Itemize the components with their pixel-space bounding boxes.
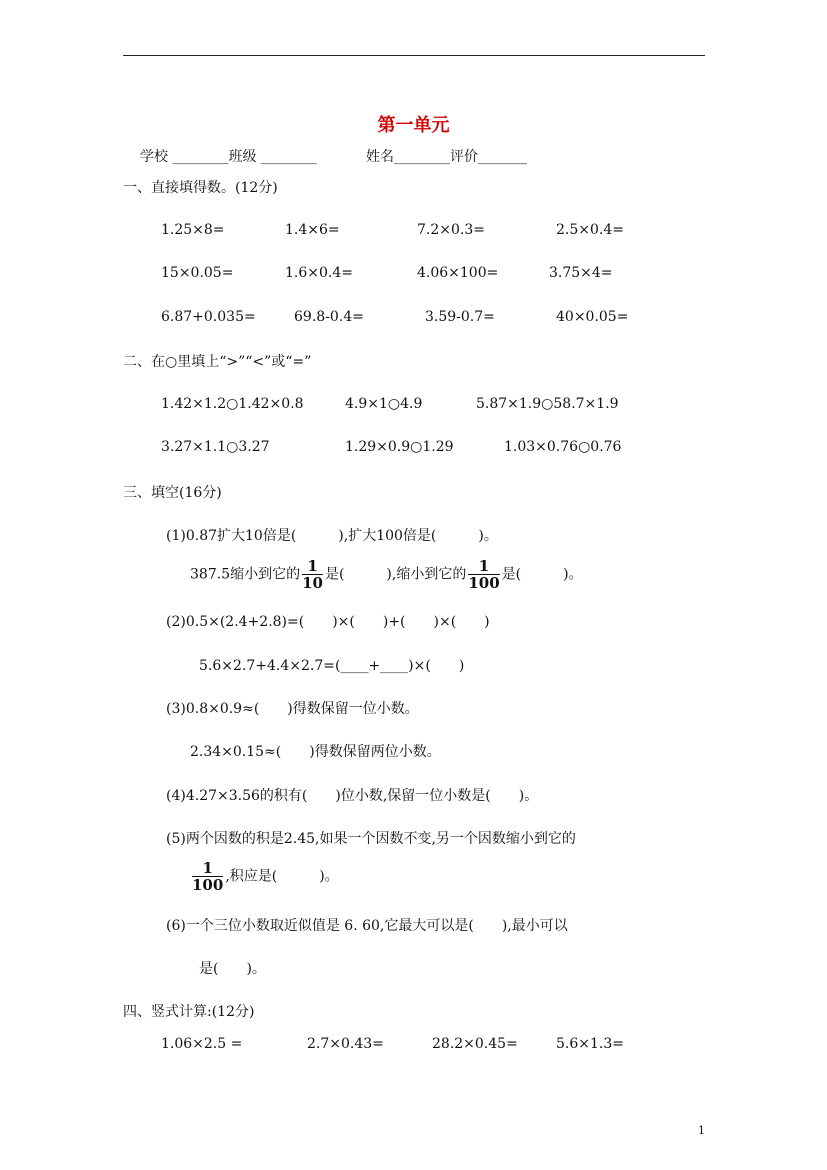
q2-line-b: 5.6×2.7+4.4×2.7=(____+____)×( )	[199, 658, 465, 674]
s1-item: 3.59-0.7=	[425, 309, 495, 325]
s2-item: 1.42×1.2○1.42×0.8	[161, 396, 304, 412]
s4-item: 5.6×1.3=	[556, 1036, 624, 1052]
s2-item: 4.9×1○4.9	[345, 396, 423, 412]
section-3-heading: 三、填空(16分)	[123, 485, 222, 501]
s1-item: 1.4×6=	[285, 222, 340, 238]
s1-item: 40×0.05=	[556, 309, 629, 325]
q5-line-a: (5)两个因数的积是2.45,如果一个因数不变,另一个因数缩小到它的	[166, 831, 576, 847]
s2-item: 5.87×1.9○58.7×1.9	[476, 396, 619, 412]
q4-line: (4)4.27×3.56的积有( )位小数,保留一位小数是( )。	[166, 788, 539, 804]
s1-item: 3.75×4=	[549, 265, 613, 281]
page-number: 1	[698, 1124, 705, 1137]
header-rule	[123, 55, 705, 56]
q5-line-b	[190, 860, 339, 893]
s1-item: 69.8-0.4=	[294, 309, 364, 325]
s1-item: 4.06×100=	[417, 265, 499, 281]
q6-line-a: (6)一个三位小数取近似值是 6. 60,它最大可以是( ),最小可以	[166, 918, 568, 934]
section-4-heading: 四、竖式计算:(12分)	[123, 1004, 255, 1020]
q5-text: ,积应是( )。	[225, 868, 339, 885]
info-name-grade: 姓名________评价_______	[366, 149, 527, 165]
s1-item: 1.6×0.4=	[285, 265, 353, 281]
q1-line-a: (1)0.87扩大10倍是( ),扩大100倍是( )。	[166, 528, 498, 544]
s4-item: 2.7×0.43=	[307, 1036, 384, 1052]
fraction-1-100: $\frac{1}{100}$	[468, 557, 500, 592]
fraction-1-100: $\frac{1}{100}$	[192, 859, 224, 894]
q6-line-b: 是( )。	[199, 961, 266, 977]
q1-text-2: 是( ),缩小到它的	[324, 566, 467, 583]
section-2-heading: 二、在○里填上“>”“<”或“=”	[123, 354, 312, 370]
s2-item: 3.27×1.1○3.27	[161, 439, 270, 455]
s1-item: 1.25×8=	[161, 222, 225, 238]
s1-item: 2.5×0.4=	[556, 222, 624, 238]
q3-line-a: (3)0.8×0.9≈( )得数保留一位小数。	[166, 701, 419, 717]
s4-item: 28.2×0.45=	[432, 1036, 518, 1052]
s1-item: 6.87+0.035=	[161, 309, 256, 325]
s2-item: 1.29×0.9○1.29	[345, 439, 454, 455]
fraction-1-10: $\frac{1}{10}$	[302, 557, 323, 592]
info-school-class: 学校 ________班级 ________	[140, 149, 317, 165]
q3-line-b: 2.34×0.15≈( )得数保留两位小数。	[190, 744, 441, 760]
s2-item: 1.03×0.76○0.76	[504, 439, 622, 455]
q1-line-b	[190, 558, 583, 591]
q1-text-3: 是( )。	[501, 566, 583, 583]
page-title: 第一单元	[377, 115, 450, 136]
q2-line-a: (2)0.5×(2.4+2.8)=( )×( )+( )×( )	[166, 614, 490, 630]
s4-item: 1.06×2.5 =	[161, 1036, 243, 1052]
s1-item: 15×0.05=	[161, 265, 234, 281]
section-1-heading: 一、直接填得数。(12分)	[123, 180, 278, 196]
q1-text-1: 387.5缩小到它的	[190, 566, 301, 583]
s1-item: 7.2×0.3=	[417, 222, 485, 238]
